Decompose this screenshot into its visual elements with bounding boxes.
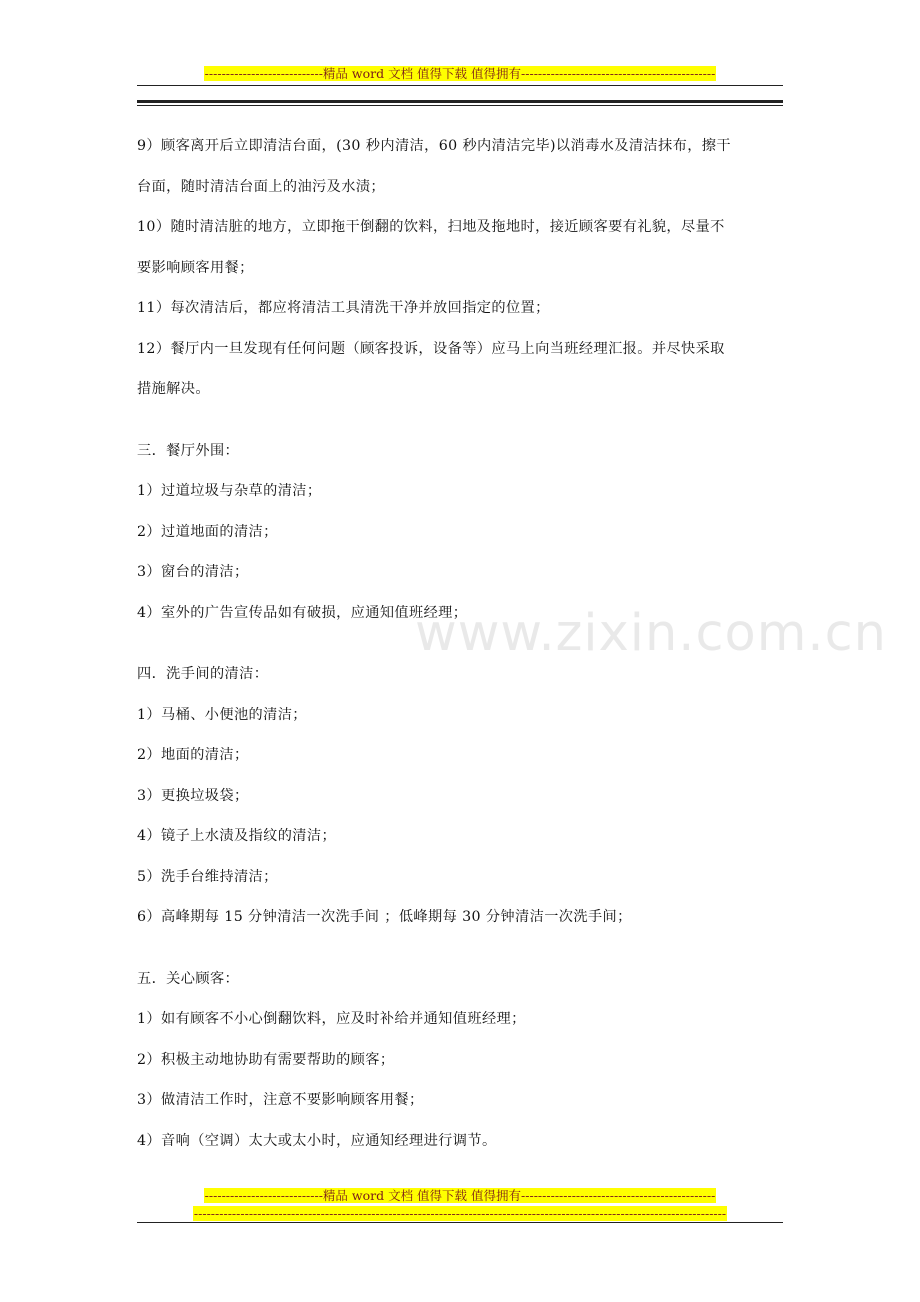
section-heading: 四．洗手间的清洁：	[137, 666, 269, 682]
list-item: 4）镜子上水渍及指纹的清洁；	[137, 828, 337, 844]
list-item: 3）窗台的清洁；	[137, 564, 249, 580]
body-line: 11）每次清洁后，都应将清洁工具清洗干净并放回指定的位置；	[137, 300, 550, 316]
footer-banner: ----------------------------精品 word 文档 值得下载 值得拥有----------------------------------------------	[204, 1188, 716, 1203]
body-line: 10）随时清洁脏的地方，立即拖干倒翻的饮料，扫地及拖地时，接近顾客要有礼貌，尽量不	[137, 219, 725, 235]
header-rule-thick	[137, 100, 783, 103]
footer-banner-dashes: ------------------------------------------------------------------------------------------------------------------------------	[193, 1206, 727, 1221]
list-item: 3）做清洁工作时，注意不要影响顾客用餐；	[137, 1092, 424, 1108]
body-line: 要影响顾客用餐；	[137, 259, 254, 276]
header-rule-thin	[137, 105, 783, 106]
footer-rule	[137, 1222, 783, 1223]
list-item: 1）马桶、小便池的清洁；	[137, 706, 307, 723]
list-item: 6）高峰期每 15 分钟清洁一次洗手间 ；低峰期每 30 分钟清洁一次洗手间；	[137, 909, 632, 925]
list-item: 5）洗手台维持清洁；	[137, 868, 278, 885]
list-item: 2）过道地面的清洁；	[137, 523, 278, 540]
section-heading: 五．关心顾客：	[137, 970, 240, 987]
list-item: 2）积极主动地协助有需要帮助的顾客；	[137, 1051, 395, 1068]
list-item: 4）音响（空调）太大或太小时，应通知经理进行调节。	[137, 1132, 497, 1149]
list-item: 4）室外的广告宣传品如有破损，应通知值班经理；	[137, 604, 468, 621]
body-line: 措施解决。	[137, 381, 210, 397]
list-item: 2）地面的清洁；	[137, 747, 249, 763]
list-item: 1）如有顾客不小心倒翻饮料，应及时补给并通知值班经理；	[137, 1011, 526, 1027]
watermark: www.zixin.com.cn	[415, 604, 887, 663]
body-line: 9）顾客离开后立即清洁台面，(30 秒内清洁，60 秒内清洁完毕)以消毒水及清洁抹布，擦干	[137, 138, 731, 154]
list-item: 1）过道垃圾与杂草的清洁；	[137, 483, 322, 499]
body-line: 12）餐厅内一旦发现有任何问题（顾客投诉，设备等）应马上向当班经理汇报。并尽快采取	[137, 340, 725, 357]
header-banner: ----------------------------精品 word 文档 值得下载 值得拥有----------------------------------------------	[204, 66, 716, 81]
body-line: 台面，随时清洁台面上的油污及水渍；	[137, 178, 385, 195]
section-heading: 三．餐厅外围：	[137, 442, 240, 459]
document-body	[137, 133, 785, 1168]
list-item: 3）更换垃圾袋；	[137, 787, 249, 804]
header-rule-top	[137, 85, 783, 86]
